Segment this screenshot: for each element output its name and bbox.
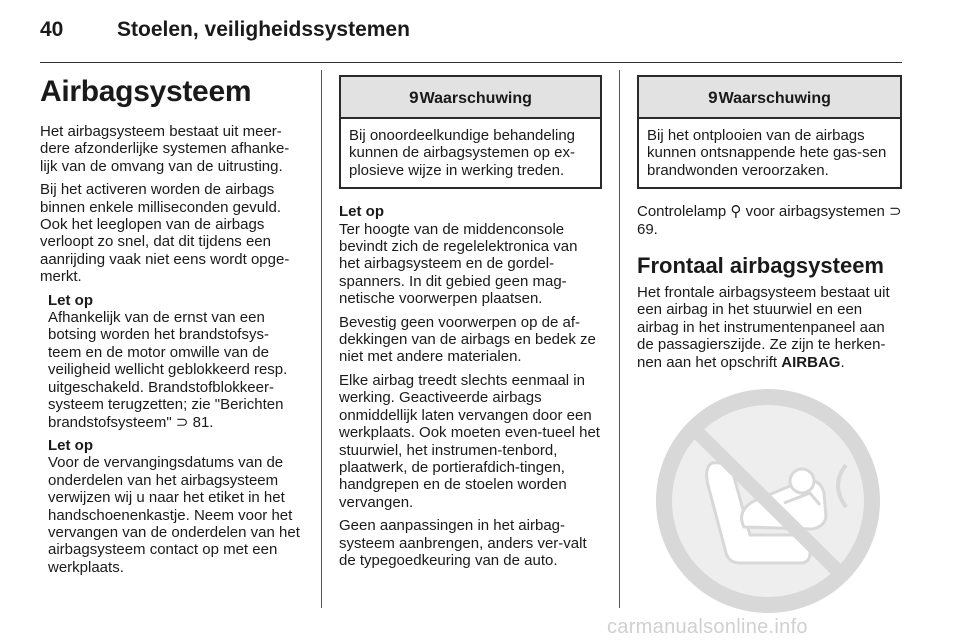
header-rule (40, 62, 902, 63)
warning-icon: 9 (409, 88, 419, 107)
warning-title: Waarschuwing (718, 90, 831, 107)
no-rear-facing-child-seat-icon (634, 385, 898, 615)
watermark: carmanualsonline.info (607, 616, 808, 638)
airbag-label-text: AIRBAG (781, 353, 841, 371)
airbag-indicator-icon: ⚲ (730, 203, 742, 221)
note-text: Afhankelijk van de ernst van een botsing worden het brandstofsys-teem en de motor omwille van de veiligheid wellicht geblokkeerd resp. uitgeschakeld. Brandstofblokkeer-systeem terugzetten; zie "Berichten brandstofsysteem" ⊃ 81. (48, 309, 288, 431)
note-label: Let op (48, 291, 93, 309)
column-3 (637, 70, 902, 377)
warning-box (339, 75, 602, 189)
chapter-title: Stoelen, veiligheidssystemen (117, 18, 410, 41)
section-heading: Frontaal airbagsysteem (637, 253, 884, 279)
column-divider (619, 70, 620, 608)
note-text: Voor de vervangingsdatums van de onderdelen van het airbagsysteem verwijzen wij u naar het etiket in het handschoenenkastje. Neem voor het vervangen van de onderdelen van het airbagsysteem contact op met een werkplaats. (48, 454, 300, 576)
page-number: 40 (40, 18, 64, 41)
warning-header (639, 77, 900, 119)
note-label: Let op (339, 203, 384, 221)
paragraph (637, 203, 902, 238)
note-text: Ter hoogte van de middenconsole bevindt zich de regelelektronica van het airbagsysteem en de gordel-spanners. In dit gebied geen mag-netische voorwerpen plaatsen. (339, 220, 578, 308)
warning-text: Bij onoordeelkundige behandeling kunnen de airbagsystemen op ex-plosieve wijze in werking treden. (349, 127, 576, 179)
column-divider (321, 70, 322, 608)
paragraph: Bevestig geen voorwerpen op de af-dekkingen van de airbags en bedek ze niet met andere materialen. (339, 313, 596, 366)
column-1 (40, 70, 302, 582)
warning-box (637, 75, 902, 189)
warning-icon: 9 (708, 88, 718, 107)
text-run: Het frontale airbagsysteem bestaat uit een airbag in het stuurwiel en een airbag in het instrumentenpaneel aan de passagierszijde. Ze zijn te herken-nen aan het opschrift (637, 284, 890, 371)
text-run: Controlelamp (637, 203, 727, 221)
warning-title: Waarschuwing (419, 90, 532, 107)
paragraph: Bij het activeren worden de airbags binnen enkele milliseconden gevuld. Ook het leeglopen van de airbags verloopt zo snel, dat dit tijdens een aanrijding vaak niet eens wordt opge-merkt. (40, 181, 290, 286)
section-heading: Airbagsysteem (40, 75, 252, 108)
text-run: voor airbagsystemen ⊃ 69. (637, 203, 902, 238)
warning-header (341, 77, 600, 119)
paragraph: Het airbagsysteem bestaat uit meer-dere afzonderlijke systemen afhanke-lijk van de omvang van de uitrusting. (40, 123, 290, 175)
paragraph (637, 284, 902, 371)
note-block (48, 292, 302, 431)
note-label: Let op (48, 436, 93, 454)
paragraph: Geen aanpassingen in het airbag-systeem aanbrengen, anders ver-valt de typegoedkeuring van de auto. (339, 517, 587, 569)
note-block (48, 437, 302, 576)
column-2 (339, 70, 602, 575)
warning-text: Bij het ontplooien van de airbags kunnen ontsnappende hete gas-sen brandwonden veroorzaken. (647, 127, 887, 179)
paragraph: Elke airbag treedt slechts eenmaal in werking. Geactiveerde airbags onmiddellijk laten vervangen door een werkplaats. Ook moeten even-tueel het stuurwiel, het instrumen-tenbord, plaatwerk, de portierafdich-tingen, handgrepen en de stoelen worden vervangen. (339, 371, 600, 511)
text-run: . (840, 353, 845, 371)
